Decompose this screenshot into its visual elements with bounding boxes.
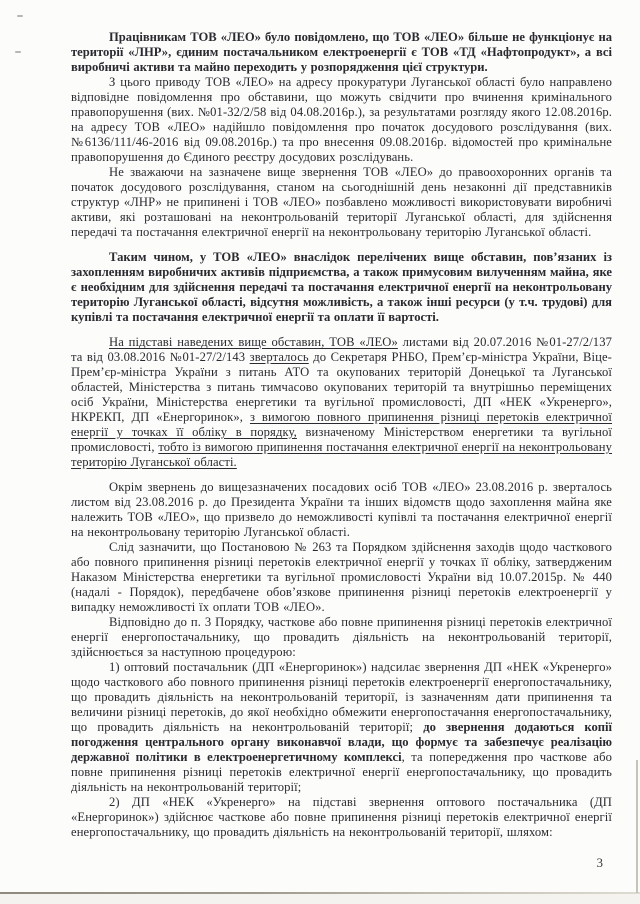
- paragraph: [71, 795, 612, 840]
- paragraph: [71, 540, 612, 615]
- text-segment: Окрім звернень до вищезазначених посадових осіб ТОВ «ЛЕО» 23.08.2016 р. зверталось листом від 23.08.2016 р. до Президента України та інших відомств щодо захоплення майна яке належить ТОВ «ЛЕО», що призвело до неможливості купівлі та постачання електричної енергії на неконтрольовану територію Луганської області.: [71, 480, 612, 539]
- scanner-edge-right: [636, 760, 638, 893]
- scan-speck: [17, 15, 23, 17]
- scanner-background: [0, 894, 640, 904]
- paragraph: [71, 615, 612, 660]
- paragraph: [71, 75, 612, 165]
- text-segment: З цього приводу ТОВ «ЛЕО» на адресу прокуратури Луганської області було направлено відповідне повідомлення про обставини, що можуть свідчити про вчинення кримінального правопорушення (вих. №01-32/2/58 від 04.08.2016р.), за результатами розгляду якого 12.08.2016р. на адресу ТОВ «ЛЕО» надійшло повідомлення про початок досудового розслідування (вих. №6136/111/46-2016 від 09.08.2016р.) та про внесення 09.08.2016р. відомостей про кримінальне правопорушення до Єдиного реєстру досудових розслідувань.: [71, 75, 612, 164]
- text-segment: до звернення додаються копії погодження центрального органу виконавчої влади, що формує та забезпечує реалізацію державної політики в електроенергетичному комплексі: [71, 720, 612, 764]
- scan-speck: [15, 51, 21, 53]
- text-segment: тобто із вимогою припинення постачання електричної енергії на неконтрольовану територію Луганської області.: [71, 440, 612, 469]
- text-segment: Працівникам ТОВ «ЛЕО» було повідомлено, що ТОВ «ЛЕО» більше не функціонує на території «ЛНР», єдиним постачальником електроенергії є ТОВ «ТД «Нафтопродукт», а всі виробничі активи та майно переходить у розпорядження цієї структури.: [71, 30, 612, 74]
- text-segment: Відповідно до п. 3 Порядку, часткове або повне припинення різниці перетоків електричної енергії енергопостачальнику, що провадить діяльність на неконтрольованій території, здійснюється за наступною процедурою:: [71, 615, 612, 659]
- document-body: [71, 30, 612, 840]
- text-segment: листами від 20.07.2016 №01-27/2/137 та від 03.08.2016 №01-27/2/143: [71, 335, 612, 364]
- text-segment: 1) оптовий постачальник (ДП «Енергоринок») надсилає звернення ДП «НЕК «Укренерго» щодо часткового або повного припинення різниці перетоків електроенергії енергопостачальнику, що провадить діяльність на неконтрольованій території, із зазначенням дати припинення та величини різниці перетоків, до якої необхідно обмежити енергопостачання енергопостачальнику, що провадить діяльність на неконтрольованій території;: [71, 660, 612, 734]
- paragraph: [71, 250, 612, 325]
- text-segment: На підставі наведених вище обставин, ТОВ «ЛЕО»: [109, 335, 398, 349]
- text-segment: визначеному Міністерством енергетики та вугільної промисловості,: [71, 425, 612, 454]
- paragraph: [71, 480, 612, 540]
- text-segment: з вимогою повного припинення різниці перетоків електричної енергії у точках її обліку в порядку,: [71, 410, 612, 439]
- text-segment: до Секретаря РНБО, Прем’єр-міністра України, Віце-Прем’єр-міністра України з питань АТО та окупованих територій Донецької та Луганської областей, Міністерства з питань тимчасово окупованих територій та внутрішньо переміщених осіб України, Міністерства енергетики та вугільної промисловості, ДП «НЕК «Укренерго», НКРЕКП, ДП «Енергоринок»,: [71, 350, 612, 424]
- text-segment: Таким чином, у ТОВ «ЛЕО» внаслідок перелічених вище обставин, пов’язаних із захопленням виробничих активів підприємства, а також примусовим вилученням майна, яке є необхідним для здійснення передачі та постачання електричної енергії на неконтрольовану територію Луганської області, відсутня можливість, а також інші ресурси (у т.ч. трудові) для купівлі та постачання електричної енергії та оплати її вартості.: [71, 250, 612, 324]
- paragraph: [71, 660, 612, 795]
- text-segment: , та попередження про часткове або повне припинення різниці перетоків електричної енергії енергопостачальнику, що провадить діяльність на неконтрольованій території;: [71, 750, 613, 794]
- text-segment: Слід зазначити, що Постановою № 263 та Порядком здійснення заходів щодо часткового або повного припинення різниці перетоків електричної енергії у точках її обліку, затвердженим Наказом Міністерства енергетики та вугільної промисловості України від 10.07.2015р. № 440 (надалі - Порядок), передбачене обов’язкове припинення різниці перетоків електроенергії у випадку неможливості їх оплати ТОВ «ЛЕО».: [71, 540, 612, 614]
- text-segment: 2) ДП «НЕК «Укренерго» на підставі звернення оптового постачальника (ДП «Енергоринок») здійснює часткове або повне припинення різниці перетоків електричної енергії енергопостачальнику, що провадить діяльність на неконтрольованій території, шляхом:: [71, 795, 612, 839]
- page-number: 3: [596, 855, 603, 870]
- paragraph: [71, 165, 612, 240]
- paragraph: [71, 335, 612, 470]
- paragraph: [71, 30, 612, 75]
- text-segment: Не зважаючи на зазначене вище звернення ТОВ «ЛЕО» до правоохоронних органів та початок досудового розслідування, станом на сьогоднішній день незаконні дії представників структур «ЛНР» не припинені і ТОВ «ЛЕО» позбавлено можливості використовувати виробничі активи, які розташовані на неконтрольованій території Луганської області, для здійснення передачі та постачання електричної енергії на неконтрольовану територію Луганської області.: [71, 165, 612, 239]
- text-segment: зверталось: [249, 350, 309, 364]
